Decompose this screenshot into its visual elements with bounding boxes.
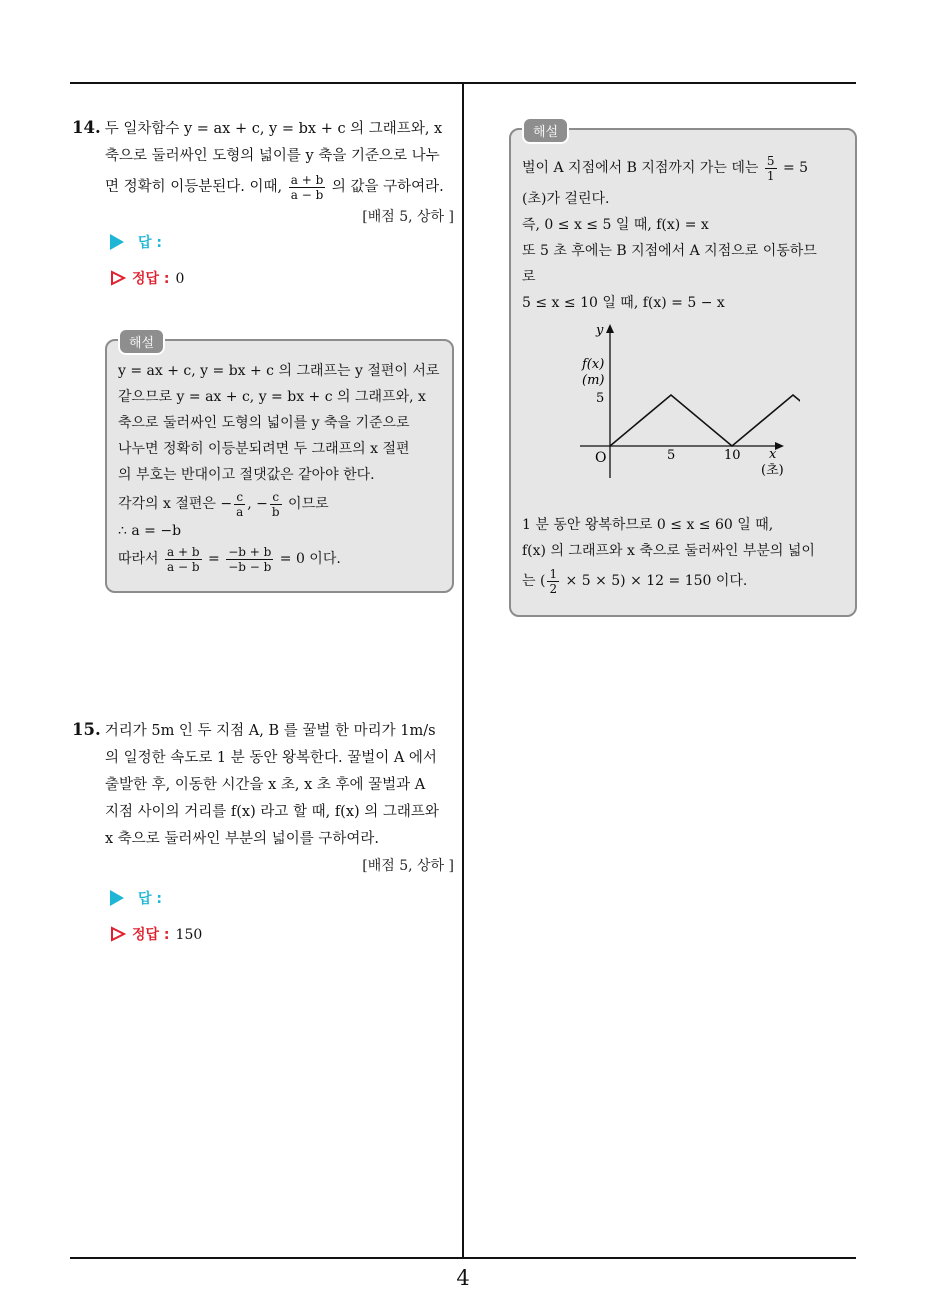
solution-line: 벌이 A 지점에서 B 지점까지 가는 데는 bbox=[522, 160, 759, 176]
y-tick-label: 5 bbox=[596, 391, 605, 406]
fraction: $\frac{-b + b}{-b - b}$ bbox=[228, 544, 272, 574]
problem-line: 두 일차함수 y = ax + c, y = bx + c 의 그래프와, x bbox=[104, 121, 443, 137]
bottom-rule bbox=[70, 1257, 856, 1259]
solution-line: 따라서 bbox=[118, 551, 159, 567]
solution-tag: 해설 bbox=[118, 328, 165, 355]
fraction: $\frac{c}{a}$ bbox=[236, 489, 244, 519]
solution-line: 축으로 둘러싸인 도형의 넓이를 y 축을 기준으로 bbox=[118, 415, 410, 431]
problem-line: 면 정확히 이등분된다. 이때, bbox=[105, 179, 283, 195]
solution-line: f(x) 의 그래프와 x 축으로 둘러싸인 부분의 넓이 bbox=[522, 543, 815, 559]
correct-label: 정답 : bbox=[132, 927, 170, 943]
page-number: 4 bbox=[456, 1266, 470, 1290]
column-divider bbox=[462, 82, 464, 1259]
play-icon bbox=[110, 890, 124, 906]
problem-line: 의 값을 구하여라. bbox=[331, 179, 444, 195]
solution-line: 나누면 정확히 이등분되려면 두 그래프의 x 절편 bbox=[118, 441, 410, 457]
solution-text-14 bbox=[118, 358, 448, 576]
problem-14 bbox=[72, 114, 454, 231]
problem-15 bbox=[72, 716, 454, 880]
solution-line: 로 bbox=[522, 269, 536, 285]
x-axis-arrow bbox=[775, 442, 784, 450]
x-unit-label: (초) bbox=[761, 463, 784, 478]
solution-line: 각각의 x 절편은 − bbox=[118, 496, 233, 512]
x-tick-5-label: 5 bbox=[667, 448, 676, 463]
solution-line: 5 ≤ x ≤ 10 일 때, f(x) = 5 − x bbox=[522, 295, 725, 311]
problem-number: 15. bbox=[72, 720, 101, 739]
answer-row bbox=[110, 232, 162, 252]
origin-label: O bbox=[595, 450, 607, 466]
solution-line: 이므로 bbox=[283, 496, 329, 512]
solution-line: 의 부호는 반대이고 절댓값은 같아야 한다. bbox=[118, 467, 375, 483]
answer-label: 답 : bbox=[138, 235, 162, 251]
solution-tag: 해설 bbox=[522, 117, 569, 144]
fraction: $\frac{a + b}{a - b}$ bbox=[167, 544, 200, 574]
fraction: $\frac{a + b}{a - b}$ bbox=[290, 172, 324, 202]
problem-line: 축으로 둘러싸인 도형의 넓이를 y 축을 기준으로 나누 bbox=[105, 148, 440, 164]
correct-value: 150 bbox=[175, 927, 203, 943]
solution-line: (초)가 걸린다. bbox=[522, 191, 610, 207]
y-axis-label: y bbox=[596, 323, 604, 338]
x-axis-label: x bbox=[769, 447, 777, 462]
x-tick-10-label: 10 bbox=[724, 448, 741, 463]
solution-line: = 5 bbox=[782, 160, 809, 176]
problem-line: x 축으로 둘러싸인 부분의 넓이를 구하여라. bbox=[105, 831, 379, 847]
play-icon bbox=[110, 234, 124, 250]
distance-time-graph bbox=[560, 318, 800, 488]
solution-line: 는 ( bbox=[522, 573, 546, 589]
problem-line: 지점 사이의 거리를 f(x) 라고 할 때, f(x) 의 그래프와 bbox=[105, 804, 439, 820]
fraction: $\frac{c}{b}$ bbox=[271, 489, 280, 519]
correct-answer-row bbox=[110, 924, 202, 944]
solution-line: × 5 × 5) × 12 = 150 이다. bbox=[565, 573, 748, 589]
score-label: [배점 5, 상하 ] bbox=[362, 209, 454, 225]
solution-line: , − bbox=[247, 496, 268, 512]
solution-text-15 bbox=[522, 150, 850, 316]
solution-text-15-end bbox=[522, 512, 850, 598]
solution-line: 같으므로 y = ax + c, y = bx + c 의 그래프와, x bbox=[118, 389, 426, 405]
solution-line: = 0 이다. bbox=[279, 551, 341, 567]
unit-label: (m) bbox=[582, 373, 605, 388]
solution-line: 즉, 0 ≤ x ≤ 5 일 때, f(x) = x bbox=[522, 217, 709, 233]
outline-triangle-icon bbox=[110, 926, 126, 942]
solution-line: 1 분 동안 왕복하므로 0 ≤ x ≤ 60 일 때, bbox=[522, 517, 774, 533]
correct-answer-row bbox=[110, 268, 184, 288]
y-axis-arrow bbox=[606, 324, 614, 333]
fraction: $\frac{5}{1}$ bbox=[766, 153, 775, 183]
correct-value: 0 bbox=[175, 271, 185, 287]
series-line bbox=[610, 395, 800, 446]
answer-row bbox=[110, 888, 162, 908]
solution-line: ∴ a = −b bbox=[118, 523, 182, 539]
solution-line: y = ax + c, y = bx + c 의 그래프는 y 절편이 서로 bbox=[118, 363, 440, 379]
outline-triangle-icon bbox=[110, 270, 126, 286]
f-label: f(x) bbox=[582, 357, 605, 372]
correct-label: 정답 : bbox=[132, 271, 170, 287]
solution-line: 또 5 초 후에는 B 지점에서 A 지점으로 이동하므 bbox=[522, 243, 817, 259]
score-label: [배점 5, 상하 ] bbox=[362, 858, 454, 874]
problem-line: 출발한 후, 이동한 시간을 x 초, x 초 후에 꿀벌과 A bbox=[105, 777, 426, 793]
problem-number: 14. bbox=[72, 118, 101, 137]
graph-axes bbox=[580, 324, 784, 478]
graph-line bbox=[610, 395, 800, 446]
equals-sign: = bbox=[208, 551, 220, 567]
problem-line: 거리가 5m 인 두 지점 A, B 를 꿀벌 한 마리가 1m/s bbox=[104, 723, 436, 739]
answer-label: 답 : bbox=[138, 891, 162, 907]
problem-line: 의 일정한 속도로 1 분 동안 왕복한다. 꿀벌이 A 에서 bbox=[105, 750, 437, 766]
fraction: $\frac{1}{2}$ bbox=[549, 566, 558, 596]
